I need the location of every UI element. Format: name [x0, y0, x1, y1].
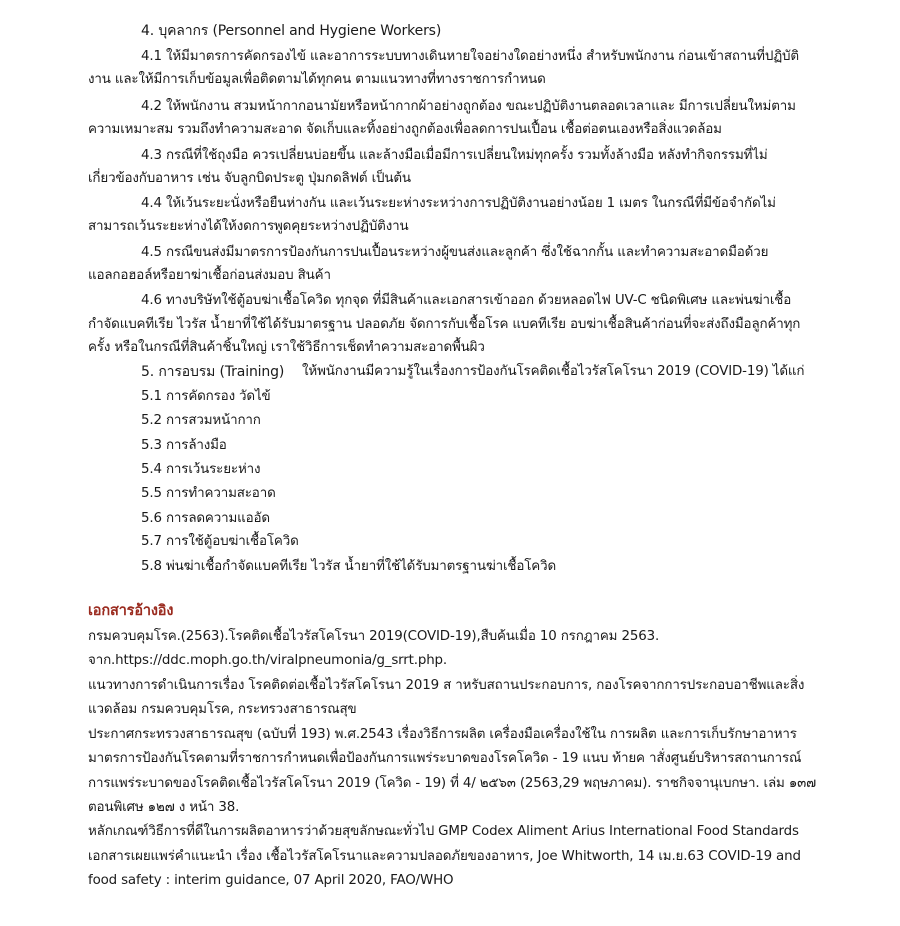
training-item: 5.1 การคัดกรอง วัดไข้: [141, 389, 271, 404]
paragraph-4-5-line-1: 4.5 กรณีขนส่งมีมาตรการป้องกันการปนเปื้อนระหว่างผู้ขนส่งและลูกค้า ซึ่งใช้ฉากกั้น และทำความสะอาดมือด้วย: [141, 245, 769, 260]
reference-line: แวดล้อม กรมควบคุมโรค, กระทรวงสาธารณสุข: [88, 702, 357, 717]
references-title: เอกสารอ้างอิง: [88, 603, 174, 619]
paragraph-4-6-line-2: กำจัดแบคทีเรีย ไวรัส น้ำยาที่ใช้ได้รับมาตรฐาน ปลอดภัย จัดการกับเชื้อโรค แบคทีเรีย อบฆ่าเชื้อสินค้าก่อนที่จะส่งถึงมือลูกค้าทุก: [88, 317, 801, 332]
training-item: 5.7 การใช้ตู้อบฆ่าเชื้อโควิด: [141, 534, 299, 549]
training-item: 5.5 การทำความสะอาด: [141, 486, 276, 501]
paragraph-4-5-line-2: แอลกอฮอล์หรือยาฆ่าเชื้อก่อนส่งมอบ สินค้า: [88, 268, 331, 283]
paragraph-4-1-line-2: งาน และให้มีการเก็บข้อมูลเพื่อติดตามได้ทุกคน ตามแนวทางที่ทางราชการกำหนด: [88, 72, 546, 87]
reference-line: ประกาศกระทรวงสาธารณสุข (ฉบับที่ 193) พ.ศ.2543 เรื่องวิธีการผลิต เครื่องมือเครื่องใช้ใน การผลิต และการเก็บรักษาอาหาร: [88, 727, 797, 742]
paragraph-4-1-line-1: 4.1 ให้มีมาตรการคัดกรองไข้ และอาการระบบทางเดินหายใจอย่างใดอย่างหนึ่ง สำหรับพนักงาน ก่อนเข้าสถานที่ปฏิบัติ: [141, 49, 799, 64]
training-item: 5.8 พ่นฆ่าเชื้อกำจัดแบคทีเรีย ไวรัส น้ำยาที่ใช้ได้รับมาตรฐานฆ่าเชื้อโควิด: [141, 559, 557, 574]
reference-line: มาตรการป้องกันโรคตามที่ราชการกำหนดเพื่อป้องกันการแพร่ระบาดของโรคโควิด - 19 แนบ ท้ายค าสั่งศูนย์บริหารสถานการณ์: [88, 751, 802, 766]
training-heading: 5. การอบรม (Training): [141, 364, 285, 380]
reference-line: ตอนพิเศษ ๑๒๗ ง หน้า 38.: [88, 800, 240, 815]
reference-line: เอกสารเผยแพร่คำแนะนำ เรื่อง เชื้อไวรัสโคโรนาและความปลอดภัยของอาหาร, Joe Whitworth, 14 เม.ย.63 COVID-19 and: [88, 849, 801, 864]
paragraph-4-6-line-3: ครั้ง หรือในกรณีที่สินค้าชิ้นใหญ่ เราใช้วิธีการเช็ดทำความสะอาดพื้นผิว: [88, 340, 485, 355]
reference-line: แนวทางการดำเนินการเรื่อง โรคติดต่อเชื้อไวรัสโคโรนา 2019 ส าหรับสถานประกอบการ, กองโรคจากการประกอบอาชีพและสิ่ง: [88, 678, 805, 693]
training-item: 5.2 การสวมหน้ากาก: [141, 413, 261, 428]
training-intro: ให้พนักงานมีความรู้ในเรื่องการป้องกันโรคติดเชื้อไวรัสโคโรนา 2019 (COVID-19) ได้แก่: [302, 364, 805, 379]
personnel-heading: 4. บุคลากร (Personnel and Hygiene Workers): [141, 23, 442, 39]
reference-line: หลักเกณฑ์วิธีการที่ดีในการผลิตอาหารว่าด้วยสุขลักษณะทั่วไป GMP Codex Aliment Arius International Food Standards: [88, 824, 799, 839]
reference-line: food safety : interim guidance, 07 April 2020, FAO/WHO: [88, 873, 454, 888]
paragraph-4-3-line-2: เกี่ยวข้องกับอาหาร เช่น จับลูกบิดประตู ปุ่มกดลิฟต์ เป็นต้น: [88, 171, 411, 186]
paragraph-4-2-line-1: 4.2 ให้พนักงาน สวมหน้ากากอนามัยหรือหน้ากากผ้าอย่างถูกต้อง ขณะปฏิบัติงานตลอดเวลาและ มีการเปลี่ยนใหม่ตาม: [141, 99, 796, 114]
training-item: 5.6 การลดความแออัด: [141, 511, 270, 526]
training-item: 5.4 การเว้นระยะห่าง: [141, 462, 261, 477]
paragraph-4-4-line-1: 4.4 ให้เว้นระยะนั่งหรือยืนห่างกัน และเว้นระยะห่างระหว่างการปฏิบัติงานอย่างน้อย 1 เมตร ในกรณีที่มีข้อจำกัดไม่: [141, 196, 776, 211]
reference-line: การแพร่ระบาดของโรคติดเชื้อไวรัสโคโรนา 2019 (โควิด - 19) ที่ 4/ ๒๕๖๓ (2563,29 พฤษภาคม). ราชกิจจานุเบกษา. เล่ม ๑๓๗: [88, 776, 817, 791]
reference-line: กรมควบคุมโรค.(2563).โรคติดเชื้อไวรัสโคโรนา 2019(COVID-19),สืบค้นเมื่อ 10 กรกฎาคม 2563.: [88, 629, 660, 644]
paragraph-4-3-line-1: 4.3 กรณีที่ใช้ถุงมือ ควรเปลี่ยนบ่อยขึ้น และล้างมือเมื่อมีการเปลี่ยนใหม่ทุกครั้ง รวมทั้งล้างมือ หลังทำกิจกรรมที่ไม่: [141, 148, 768, 163]
paragraph-4-6-line-1: 4.6 ทางบริษัทใช้ตู้อบฆ่าเชื้อโควิด ทุกจุด ที่มีสินค้าและเอกสารเข้าออก ด้วยหลอดไฟ UV-C ชนิดพิเศษ และพ่นฆ่าเชื้อ: [141, 293, 792, 308]
reference-line: จาก.https://ddc.moph.go.th/viralpneumonia/g_srrt.php.: [88, 653, 447, 668]
training-item: 5.3 การล้างมือ: [141, 438, 227, 453]
paragraph-4-2-line-2: ความเหมาะสม รวมถึงทำความสะอาด จัดเก็บและทิ้งอย่างถูกต้องเพื่อลดการปนเปื้อน เชื้อต่อตนเองหรือสิ่งแวดล้อม: [88, 122, 722, 137]
paragraph-4-4-line-2: สามารถเว้นระยะห่างได้ให้งดการพูดคุยระหว่างปฏิบัติงาน: [88, 219, 409, 234]
